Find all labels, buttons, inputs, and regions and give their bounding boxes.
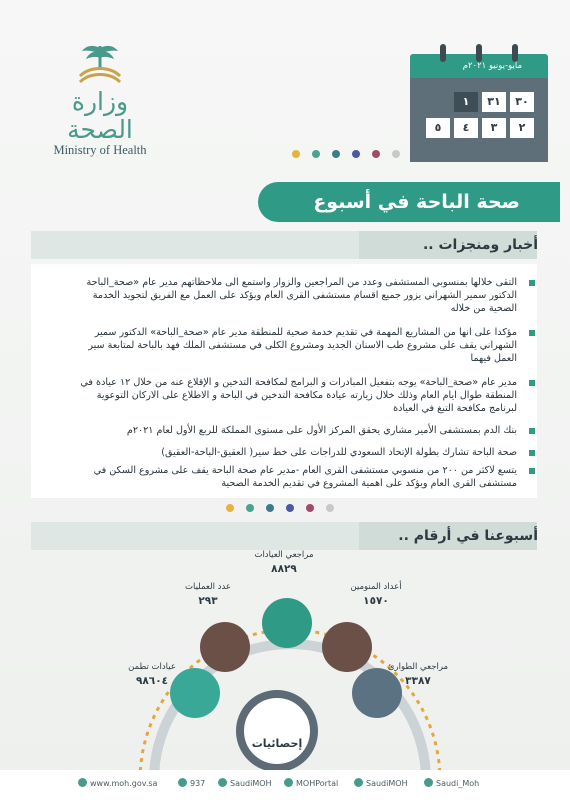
statistics-center-badge [236,690,318,772]
hospital-bed-icon [322,622,372,672]
stat-label: أعداد المنومين [350,582,402,592]
news-heading: أخبار ومنجزات .. [422,237,538,253]
stat-value: ١٥٧٠ [363,595,389,607]
news-item: مدير عام «صحة_الباحة» يوجه بتفعيل المبادرات و البرامج لمكافحة التدخين و الإقلاع عنه من خلال ١٢ عيادة في المنطقة طوال ايام العام وذلك خلال زيارته عيادة مكافحة التدخين في الباحة و الاطلاع على الاركان التوعوية لبرنامج مكافحة التبغ في العيادة [80,377,517,414]
calendar-month-label: مايو-يونيو ٢٠٢١م [462,61,522,71]
news-item: صحة الباحة تشارك بطولة الإتحاد السعودي للدراجات على خط سير( العقيق-الباحة-العقيق) [161,447,517,458]
news-bullet [529,468,535,474]
footer-website[interactable]: www.moh.gov.sa [78,778,157,788]
stat-label: مراجعي الطوارئ [387,662,449,672]
stat-label: عدد العمليات [185,582,231,592]
stat-value: ٢٩٣ [198,595,218,607]
news-bullet [529,380,535,386]
globe-icon [78,778,87,787]
youtube-icon [354,778,363,787]
stretcher-icon [200,622,250,672]
news-item: مؤكدا على انها من المشاريع المهمة في تقديم خدمة صحية للمنطقة مدير عام «صحة_الباحة» الدكتور سمير الشهراني يقف على مشروع طب الاسنان الجديد ومشروع الكلى في مستشفى الملك فهد بالباحة لمتابعة سير العمل فيهما [88,327,517,364]
snapchat-icon [424,778,433,787]
decorative-dots [226,504,346,514]
stat-value: ٣٣٨٧ [405,675,431,687]
numbers-heading: أسبوعنا في أرقام .. [398,528,538,544]
calendar-cell: ٤ [454,118,478,138]
footer-youtube[interactable]: SaudiMOH [354,778,408,788]
footer-phone[interactable]: 937 [178,778,205,788]
stat-clinic-visits [244,550,324,575]
facebook-icon [284,778,293,787]
news-item: التقى خلالها بمنسوبي المستشفى وعدد من المراجعين والزوار واستمع الى ملاحظاتهم مدير عام «صحة_الباحة الدكتور سمير الشهراني يزور جميع اقسام مستشفى القرى العام ويؤكد على العمل مع الفريق لتجويد الخدمة الصحية من خلاله [86,277,517,314]
footer [0,770,570,800]
clinic-building-icon [170,668,220,718]
phone-icon [178,778,187,787]
calendar-cell: ١ [454,92,478,112]
news-item: بنك الدم بمستشفى الأمير مشاري يحقق المركز الأول على مستوى المملكة للربع الأول لعام ٢٠٢١م [126,425,517,436]
stethoscope-heart-icon [262,598,312,648]
decorative-dots [292,150,412,160]
calendar-cell-circled: ٣٠ [510,92,534,112]
logo-arabic-name: وزارة الصحة [67,87,133,144]
calendar-cell: ٣ [482,118,506,138]
footer-snapchat[interactable]: Saudi_Moh [424,778,479,788]
twitter-icon [218,778,227,787]
stat-operations [168,582,248,607]
statistics-label: إحصائيات [251,737,303,750]
palm-swords-emblem-icon [70,42,130,86]
calendar-cell: ٢ [510,118,534,138]
news-bullet [529,280,535,286]
news-bullet [529,428,535,434]
title-banner [258,182,560,222]
news-box [31,264,537,498]
footer-twitter[interactable]: SaudiMOH [218,778,272,788]
stat-value: ٩٨٦٠٤ [135,675,169,687]
footer-portal[interactable]: MOHPortal [284,778,338,788]
news-bullet [529,450,535,456]
calendar-cell-circled: ٥ [426,118,450,138]
stat-label: عيادات تطمن [128,662,176,672]
ambulance-icon [352,668,402,718]
news-bullet [529,330,535,336]
stat-inpatients [336,582,416,607]
logo-english-name: Ministry of Health [53,143,147,157]
page-title: صحة الباحة في أسبوع [313,191,520,213]
calendar-cell: ٣١ [482,92,506,112]
news-item: يتسع لاكثر من ٢٠٠ من منسوبي مستشفى القرى العام -مدير عام صحة الباحة يقف على مشروع السكن في مستشفى القرى العام ويؤكد على اهمية المشروع في تقديم الخدمة الصحية [93,465,517,489]
moh-logo [40,42,160,157]
calendar-graphic [410,40,548,162]
stat-value: ٨٨٢٩ [271,563,297,575]
stat-label: مراجعي العيادات [254,550,314,560]
